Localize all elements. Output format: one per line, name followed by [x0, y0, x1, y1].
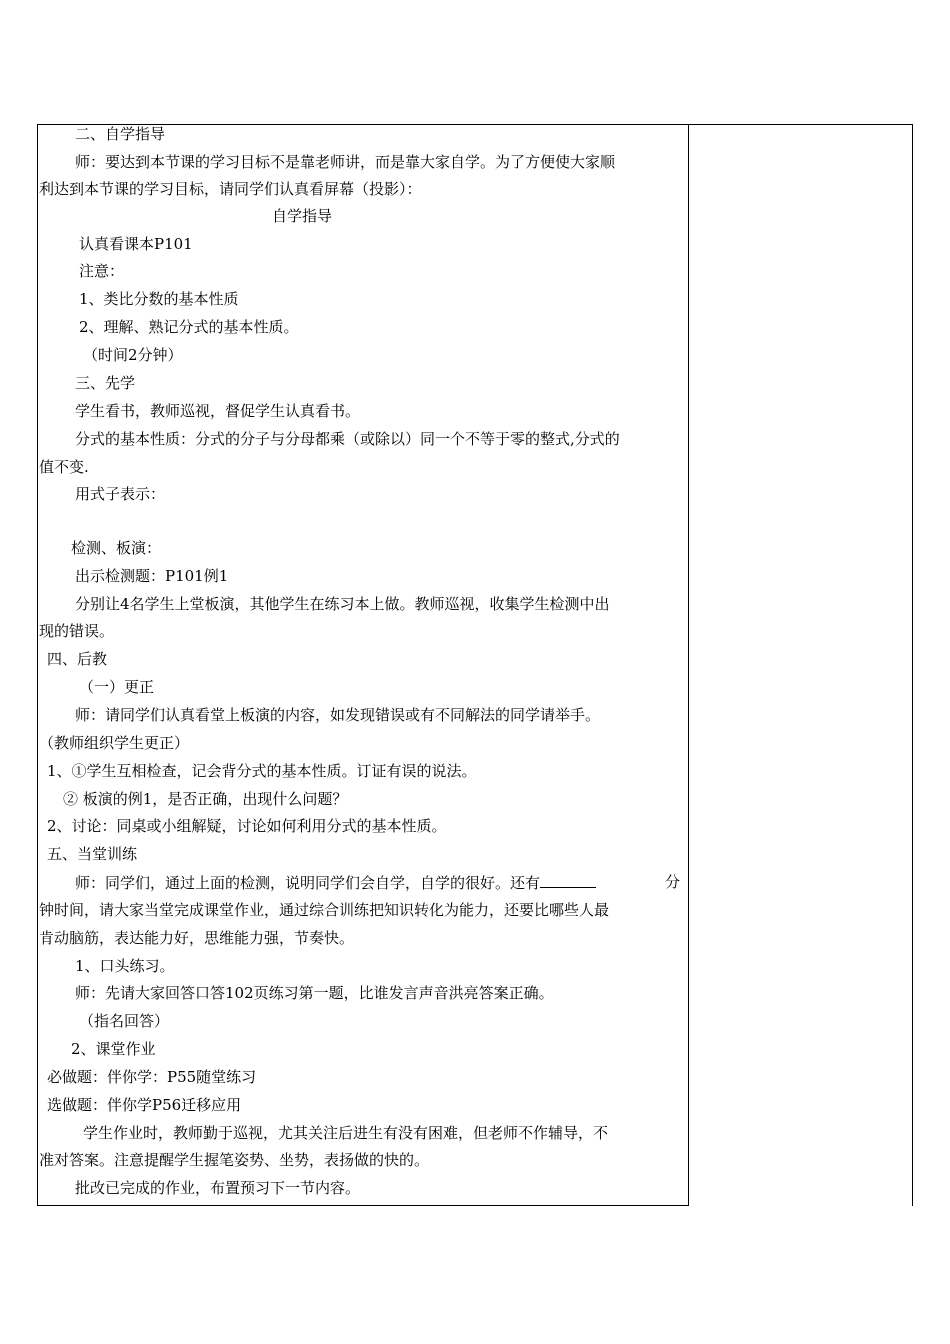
- paragraph-line: 批改已完成的作业，布置预习下一节内容。: [75, 1179, 361, 1197]
- paragraph-line: （指名回答）: [79, 1012, 170, 1030]
- paragraph-line: 必做题：伴你学：P55随堂练习: [47, 1068, 257, 1086]
- paragraph-line: 学生作业时，教师勤于巡视，尤其关注后进生有没有困难，但老师不作辅导，不: [83, 1124, 609, 1142]
- paragraph-line: 利达到本节课的学习目标，请同学们认真看屏幕（投影）：: [39, 180, 422, 198]
- paragraph-line: 肯动脑筋，表达能力好，思维能力强，节奏快。: [39, 929, 355, 947]
- fill-in-blank: [540, 872, 596, 888]
- paragraph-text: 师：同学们，通过上面的检测，说明同学们会自学，自学的很好。还有: [75, 874, 541, 892]
- notes-cell: [689, 124, 913, 1206]
- list-item: 1、类比分数的基本性质: [79, 290, 239, 308]
- paragraph-line: 出示检测题：P101例1: [75, 567, 229, 585]
- list-item: 1、口头练习。: [75, 957, 175, 975]
- section-heading-pre-study: 三、先学: [75, 374, 136, 392]
- paragraph-line: 现的错误。: [39, 622, 115, 640]
- paragraph-line: 钟时间，请大家当堂完成课堂作业，通过综合训练把知识转化为能力，还要比哪些人最: [39, 901, 610, 919]
- paragraph-line: 注意：: [79, 262, 125, 280]
- section-heading-self-study: 二、自学指导: [75, 125, 166, 143]
- paragraph-line: [75, 872, 596, 893]
- lesson-table: [37, 124, 913, 1206]
- list-item: 1、①学生互相检查，记会背分式的基本性质。订证有误的说法。: [47, 762, 477, 780]
- centered-title: 自学指导: [272, 207, 333, 225]
- section-heading-practice: 五、当堂训练: [47, 845, 138, 863]
- list-item: ② 板演的例1，是否正确，出现什么问题？: [63, 790, 348, 808]
- list-item: 2、课堂作业: [71, 1040, 156, 1058]
- paragraph-line: 师：先请大家回答口答102页练习第一题，比谁发言声音洪亮答案正确。: [75, 984, 554, 1002]
- section-heading-post-teaching: 四、后教: [47, 650, 108, 668]
- paragraph-line: 分: [665, 873, 681, 891]
- paragraph-line: 师：要达到本节课的学习目标不是靠老师讲，而是靠大家自学。为了方便使大家顺: [75, 153, 616, 171]
- paragraph-line: 分式的基本性质：分式的分子与分母都乘（或除以）同一个不等于零的整式,分式的: [75, 430, 620, 448]
- subheading: （一）更正: [79, 678, 155, 696]
- paragraph-line: 认真看课本P101: [79, 235, 193, 253]
- paragraph-line: 用式子表示：: [75, 485, 166, 503]
- paragraph-line: （时间2分钟）: [83, 346, 183, 364]
- paragraph-line: 值不变.: [39, 458, 89, 476]
- paragraph-line: 学生看书，教师巡视，督促学生认真看书。: [75, 402, 361, 420]
- list-item: 2、理解、熟记分式的基本性质。: [79, 318, 299, 336]
- paragraph-line: 准对答案。注意提醒学生握笔姿势、坐势，表扬做的快的。: [39, 1151, 430, 1169]
- paragraph-line: 选做题：伴你学P56迁移应用: [47, 1096, 242, 1114]
- paragraph-line: 分别让4名学生上堂板演，其他学生在练习本上做。教师巡视，收集学生检测中出: [75, 595, 610, 613]
- paragraph-line: （教师组织学生更正）: [39, 734, 190, 752]
- paragraph-line: 师：请同学们认真看堂上板演的内容，如发现错误或有不同解法的同学请举手。: [75, 706, 601, 724]
- list-item: 2、讨论：同桌或小组解疑，讨论如何利用分式的基本性质。: [47, 817, 447, 835]
- paragraph-line: 检测、板演：: [71, 539, 162, 557]
